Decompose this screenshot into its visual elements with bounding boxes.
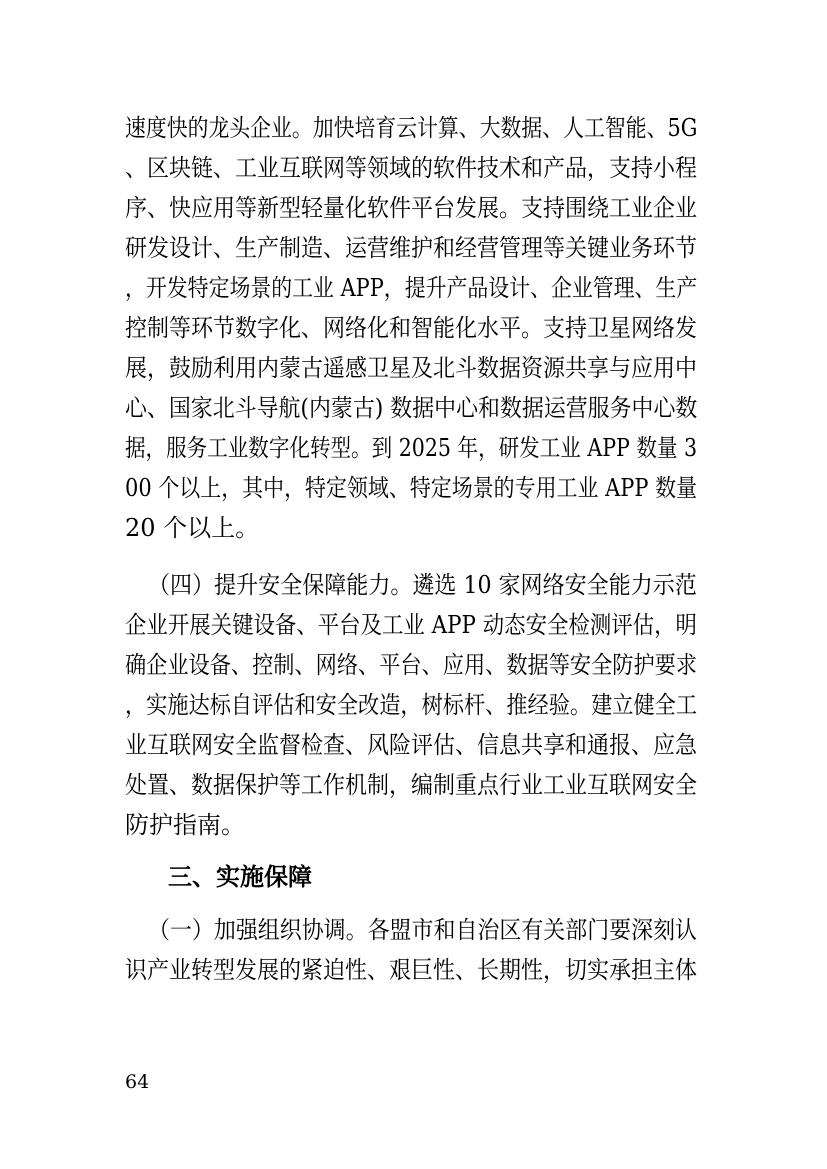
page-number: 64 — [125, 1071, 150, 1093]
text-line: 20 个以上。 — [125, 514, 260, 542]
text-line: 企业开展关键设备、平台及工业 APP 动态安全检测评估，明 — [125, 611, 697, 639]
text-line: （四）提升安全保障能力。遴选 10 家网络安全能力示范 — [148, 571, 697, 599]
text-line: ，实施达标自评估和安全改造，树标杆、推经验。建立健全工 — [125, 691, 697, 719]
text-line: 研发设计、生产制造、运营维护和经营管理等关键业务环节 — [125, 234, 697, 262]
text-line: 序、快应用等新型轻量化软件平台发展。支持围绕工业企业 — [125, 194, 697, 222]
text-line: 心、国家北斗导航(内蒙古) 数据中心和数据运营服务中心数 — [125, 394, 698, 422]
text-line: 00 个以上，其中，特定领域、特定场景的专用工业 APP 数量 — [125, 474, 698, 502]
text-line: ，开发特定场景的工业 APP，提升产品设计、企业管理、生产 — [125, 274, 698, 302]
text-line: 处置、数据保护等工作机制，编制重点行业工业互联网安全 — [125, 771, 697, 799]
text-line: 确企业设备、控制、网络、平台、应用、数据等安全防护要求 — [125, 651, 697, 679]
text-line: 展，鼓励利用内蒙古遥感卫星及北斗数据资源共享与应用中 — [125, 354, 697, 382]
text-line: 识产业转型发展的紧迫性、艰巨性、长期性，切实承担主体 — [125, 956, 697, 984]
text-line: 、区块链、工业互联网等领域的软件技术和产品，支持小程 — [125, 154, 697, 182]
text-line: 业互联网安全监督检查、风险评估、信息共享和通报、应急 — [125, 731, 697, 759]
text-line: 防护指南。 — [125, 811, 245, 839]
text-line: （一）加强组织协调。各盟市和自治区有关部门要深刻认 — [148, 916, 697, 944]
text-line: 控制等环节数字化、网络化和智能化水平。支持卫星网络发 — [125, 314, 697, 342]
section-heading: 三、实施保障 — [168, 863, 312, 891]
text-line: 据，服务工业数字化转型。到 2025 年，研发工业 APP 数量 3 — [125, 434, 698, 462]
text-line: 速度快的龙头企业。加快培育云计算、大数据、人工智能、5G — [125, 114, 698, 142]
